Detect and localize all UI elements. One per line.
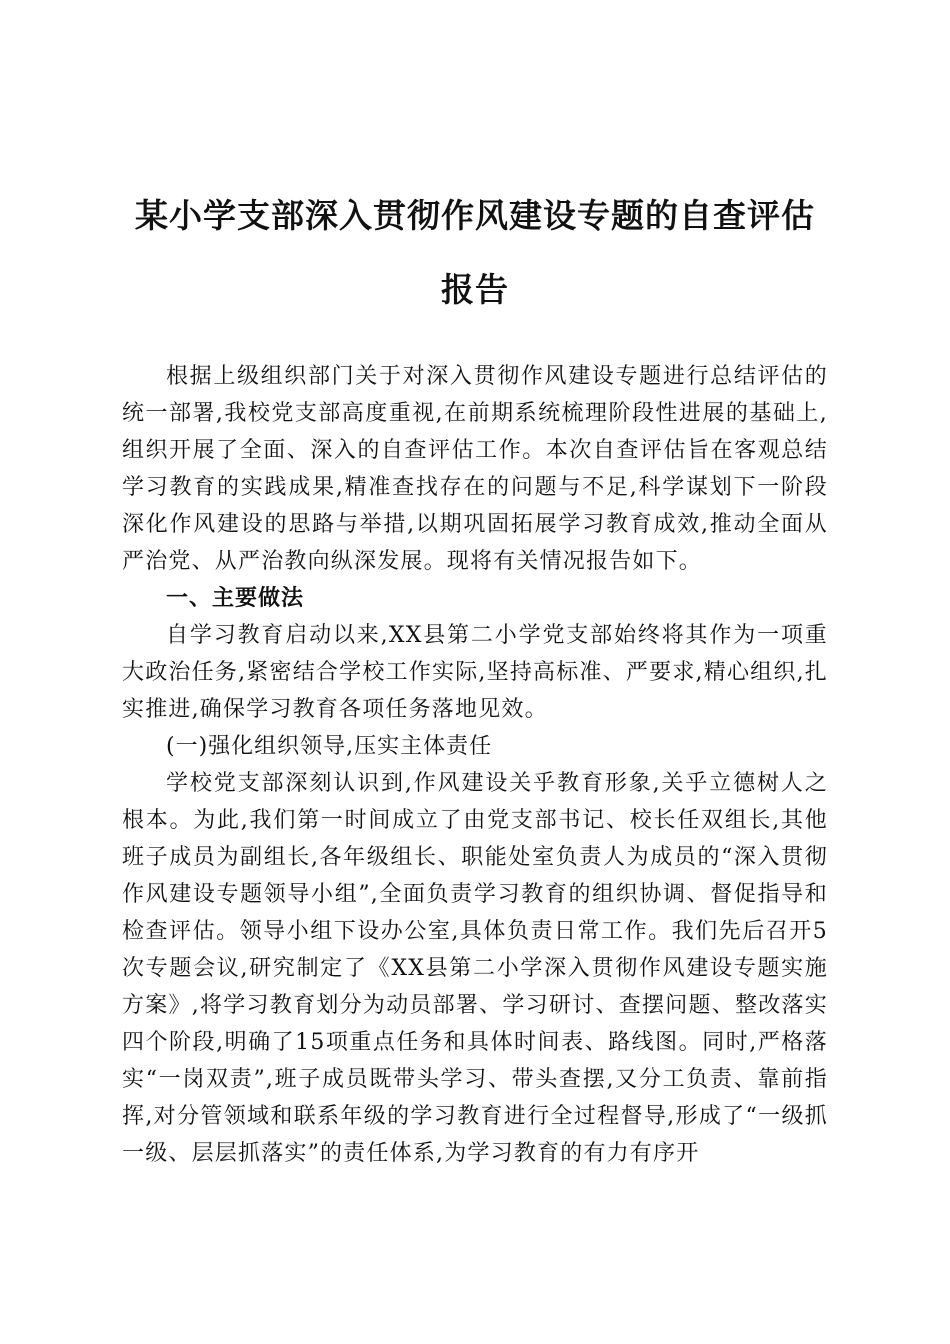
intro-paragraph: 根据上级组织部门关于对深入贯彻作风建设专题进行总结评估的统一部署,我校党支部高度重视,在前期系统梳理阶段性进展的基础上,组织开展了全面、深入的自查评估工作。本次自查评估旨在客观总结学习教育的实践成果,精准查找存在的问题与不足,科学谋划下一阶段深化作风建设的思路与举措,以期巩固拓展学习教育成效,推动全面从严治党、从严治教向纵深发展。现将有关情况报告如下。 [122,364,828,574]
subsection-paragraph: 学校党支部深刻认识到,作风建设关乎教育形象,关乎立德树人之根本。为此,我们第一时间成立了由党支部书记、校长任双组长,其他班子成员为副组长,各年级组长、职能处室负责人为成员的“深入贯彻作风建设专题领导小组”,全面负责学习教育的组织协调、督促指导和检查评估。领导小组下设办公室,具体负责日常工作。我们先后召开5次专题会议,研究制定了《XX县第二小学深入贯彻作风建设专题实施方案》,将学习教育划分为动员部署、学习研讨、查摆问题、整改落实四个阶段,明确了15项重点任务和具体时间表、路线图。同时,严格落实“一岗双责”,班子成员既带头学习、带头查摆,又分工负责、靠前指挥,对分管领域和联系年级的学习教育进行全过程督导,形成了“一级抓一级、层层抓落实”的责任体系,为学习教育的有力有序开 [122,771,828,1166]
document-title-line-2: 报告 [441,270,509,309]
section-intro-paragraph: 自学习教育启动以来,XX县第二小学党支部始终将其作为一项重大政治任务,紧密结合学校工作实际,坚持高标准、严要求,精心组织,扎实推进,确保学习教育各项任务落地见效。 [122,623,828,722]
document-title-line-1: 某小学支部深入贯彻作风建设专题的自查评估 [135,196,815,235]
document-body [122,358,828,1172]
subsection-heading: (一)强化组织领导,压实主体责任 [166,734,493,759]
section-heading: 一、主要做法 [166,586,305,611]
